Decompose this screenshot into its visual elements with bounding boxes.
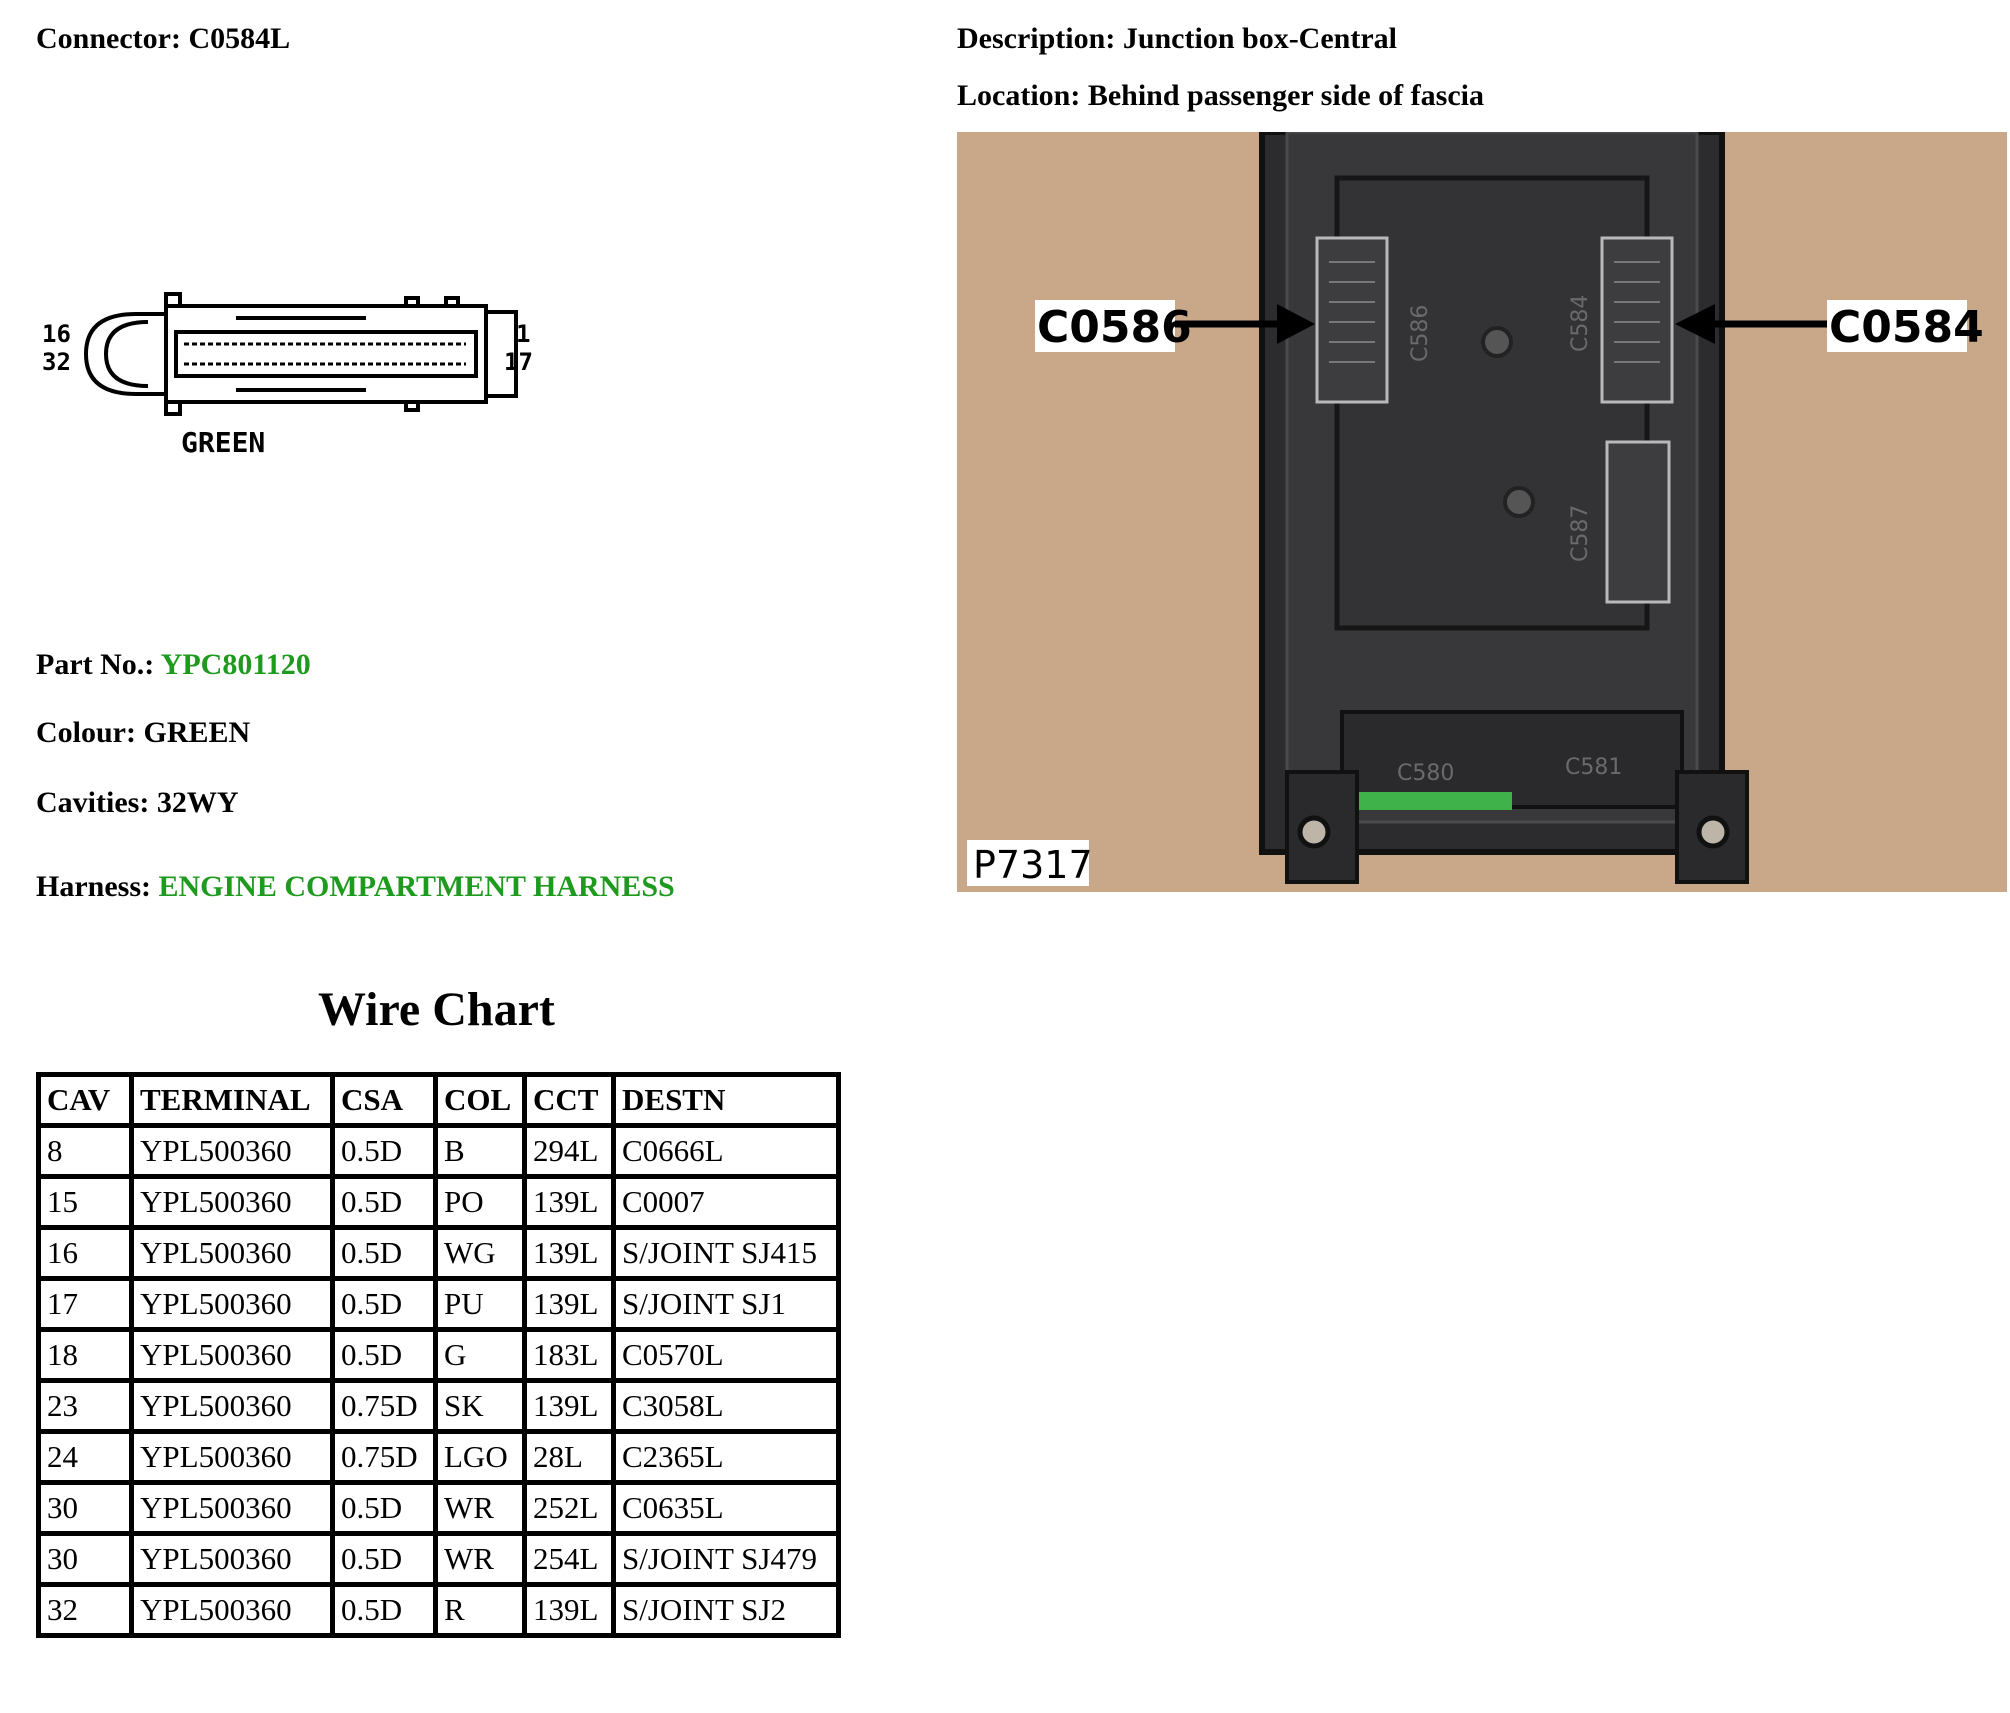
location-label: Location: bbox=[957, 79, 1081, 112]
cell-destn: S/JOINT SJ2 bbox=[614, 1585, 839, 1636]
cavities-field bbox=[36, 786, 238, 820]
green-connector bbox=[1352, 792, 1512, 810]
cell-destn: C0570L bbox=[614, 1330, 839, 1381]
cell-cct: 254L bbox=[525, 1534, 614, 1585]
cell-col: WG bbox=[436, 1228, 525, 1279]
colour-label: Colour: bbox=[36, 716, 136, 749]
description-label: Description: bbox=[957, 22, 1116, 55]
location-field bbox=[957, 79, 1484, 113]
cell-csa: 0.5D bbox=[333, 1534, 436, 1585]
cell-terminal: YPL500360 bbox=[132, 1330, 333, 1381]
part-no-value: YPC801120 bbox=[160, 648, 311, 681]
colour-field bbox=[36, 716, 250, 750]
mounting-hole-right bbox=[1699, 818, 1727, 846]
part-no-label: Part No.: bbox=[36, 648, 155, 681]
cell-col: B bbox=[436, 1126, 525, 1177]
part-no-field bbox=[36, 648, 311, 682]
cell-col: G bbox=[436, 1330, 525, 1381]
cell-terminal: YPL500360 bbox=[132, 1432, 333, 1483]
connector-outline bbox=[86, 294, 516, 414]
socket-c587 bbox=[1607, 442, 1669, 602]
cell-csa: 0.5D bbox=[333, 1279, 436, 1330]
table-row bbox=[39, 1330, 839, 1381]
cell-csa: 0.75D bbox=[333, 1432, 436, 1483]
cell-cav: 30 bbox=[39, 1534, 132, 1585]
pin-label-16: 16 bbox=[42, 320, 71, 348]
mounting-hole-left bbox=[1300, 818, 1328, 846]
pin-label-17: 17 bbox=[504, 348, 533, 376]
cell-cav: 16 bbox=[39, 1228, 132, 1279]
pin-cavities bbox=[184, 344, 466, 364]
cell-terminal: YPL500360 bbox=[132, 1228, 333, 1279]
cell-cct: 139L bbox=[525, 1279, 614, 1330]
cell-cav: 30 bbox=[39, 1483, 132, 1534]
cell-cav: 15 bbox=[39, 1177, 132, 1228]
header-cct: CCT bbox=[525, 1075, 614, 1126]
cell-cav: 18 bbox=[39, 1330, 132, 1381]
cell-terminal: YPL500360 bbox=[132, 1381, 333, 1432]
cell-destn: C0007 bbox=[614, 1177, 839, 1228]
pin-label-32: 32 bbox=[42, 348, 71, 376]
cell-col: WR bbox=[436, 1483, 525, 1534]
location-value: Behind passenger side of fascia bbox=[1087, 79, 1484, 112]
cell-terminal: YPL500360 bbox=[132, 1585, 333, 1636]
cell-terminal: YPL500360 bbox=[132, 1483, 333, 1534]
cell-destn: S/JOINT SJ415 bbox=[614, 1228, 839, 1279]
cell-terminal: YPL500360 bbox=[132, 1279, 333, 1330]
table-row bbox=[39, 1177, 839, 1228]
cell-csa: 0.5D bbox=[333, 1330, 436, 1381]
cell-cct: 139L bbox=[525, 1585, 614, 1636]
cell-cct: 252L bbox=[525, 1483, 614, 1534]
molded-label-c580: C580 bbox=[1397, 761, 1455, 786]
cell-cav: 23 bbox=[39, 1381, 132, 1432]
table-row bbox=[39, 1279, 839, 1330]
cell-destn: S/JOINT SJ1 bbox=[614, 1279, 839, 1330]
table-header-row bbox=[39, 1075, 839, 1126]
junction-box-photo bbox=[957, 132, 2007, 892]
cell-terminal: YPL500360 bbox=[132, 1177, 333, 1228]
wire-chart-title: Wire Chart bbox=[318, 983, 555, 1036]
cell-col: PU bbox=[436, 1279, 525, 1330]
harness-value: ENGINE COMPARTMENT HARNESS bbox=[158, 870, 675, 903]
header-col: COL bbox=[436, 1075, 525, 1126]
header-csa: CSA bbox=[333, 1075, 436, 1126]
cell-cct: 294L bbox=[525, 1126, 614, 1177]
cell-cct: 28L bbox=[525, 1432, 614, 1483]
cell-col: SK bbox=[436, 1381, 525, 1432]
table-row bbox=[39, 1585, 839, 1636]
molded-label-c586: C586 bbox=[1408, 304, 1433, 362]
header-destn: DESTN bbox=[614, 1075, 839, 1126]
cell-cav: 17 bbox=[39, 1279, 132, 1330]
connector-value: C0584L bbox=[188, 22, 291, 55]
cell-csa: 0.5D bbox=[333, 1483, 436, 1534]
cell-col: WR bbox=[436, 1534, 525, 1585]
callout-c0586: C0586 bbox=[1037, 302, 1192, 353]
cell-cct: 139L bbox=[525, 1381, 614, 1432]
cell-csa: 0.5D bbox=[333, 1585, 436, 1636]
header-terminal: TERMINAL bbox=[132, 1075, 333, 1126]
diagram-colour-caption: GREEN bbox=[181, 426, 266, 459]
molded-label-c587: C587 bbox=[1568, 504, 1593, 562]
cell-csa: 0.5D bbox=[333, 1126, 436, 1177]
cell-csa: 0.75D bbox=[333, 1381, 436, 1432]
cell-cct: 139L bbox=[525, 1228, 614, 1279]
cell-csa: 0.5D bbox=[333, 1228, 436, 1279]
table-row bbox=[39, 1534, 839, 1585]
harness-field bbox=[36, 870, 675, 904]
cell-destn: S/JOINT SJ479 bbox=[614, 1534, 839, 1585]
connector-field bbox=[36, 22, 290, 56]
cavities-label: Cavities: bbox=[36, 786, 150, 819]
cell-cct: 183L bbox=[525, 1330, 614, 1381]
header-cav: CAV bbox=[39, 1075, 132, 1126]
table-row bbox=[39, 1381, 839, 1432]
table-row bbox=[39, 1483, 839, 1534]
colour-value: GREEN bbox=[143, 716, 251, 749]
cell-cav: 8 bbox=[39, 1126, 132, 1177]
cell-destn: C0666L bbox=[614, 1126, 839, 1177]
cell-col: R bbox=[436, 1585, 525, 1636]
cell-col: LGO bbox=[436, 1432, 525, 1483]
cavities-value: 32WY bbox=[156, 786, 239, 819]
cell-cav: 32 bbox=[39, 1585, 132, 1636]
cell-col: PO bbox=[436, 1177, 525, 1228]
cell-destn: C2365L bbox=[614, 1432, 839, 1483]
table-row bbox=[39, 1432, 839, 1483]
molded-label-c584: C584 bbox=[1568, 294, 1593, 352]
description-value: Junction box-Central bbox=[1122, 22, 1397, 55]
connector-label: Connector: bbox=[36, 22, 181, 55]
cell-cct: 139L bbox=[525, 1177, 614, 1228]
table-row bbox=[39, 1228, 839, 1279]
molded-label-c581: C581 bbox=[1565, 755, 1623, 780]
cell-destn: C3058L bbox=[614, 1381, 839, 1432]
wire-chart-table bbox=[36, 1072, 841, 1638]
cell-destn: C0635L bbox=[614, 1483, 839, 1534]
connector-diagram bbox=[36, 292, 556, 462]
cell-terminal: YPL500360 bbox=[132, 1534, 333, 1585]
table-row bbox=[39, 1126, 839, 1177]
harness-label: Harness: bbox=[36, 870, 151, 903]
photo-ref: P7317 bbox=[973, 843, 1093, 887]
cell-csa: 0.5D bbox=[333, 1177, 436, 1228]
description-field bbox=[957, 22, 1397, 56]
cell-cav: 24 bbox=[39, 1432, 132, 1483]
pin-label-1: 1 bbox=[516, 320, 531, 348]
callout-c0584: C0584 bbox=[1829, 302, 1984, 353]
cell-terminal: YPL500360 bbox=[132, 1126, 333, 1177]
